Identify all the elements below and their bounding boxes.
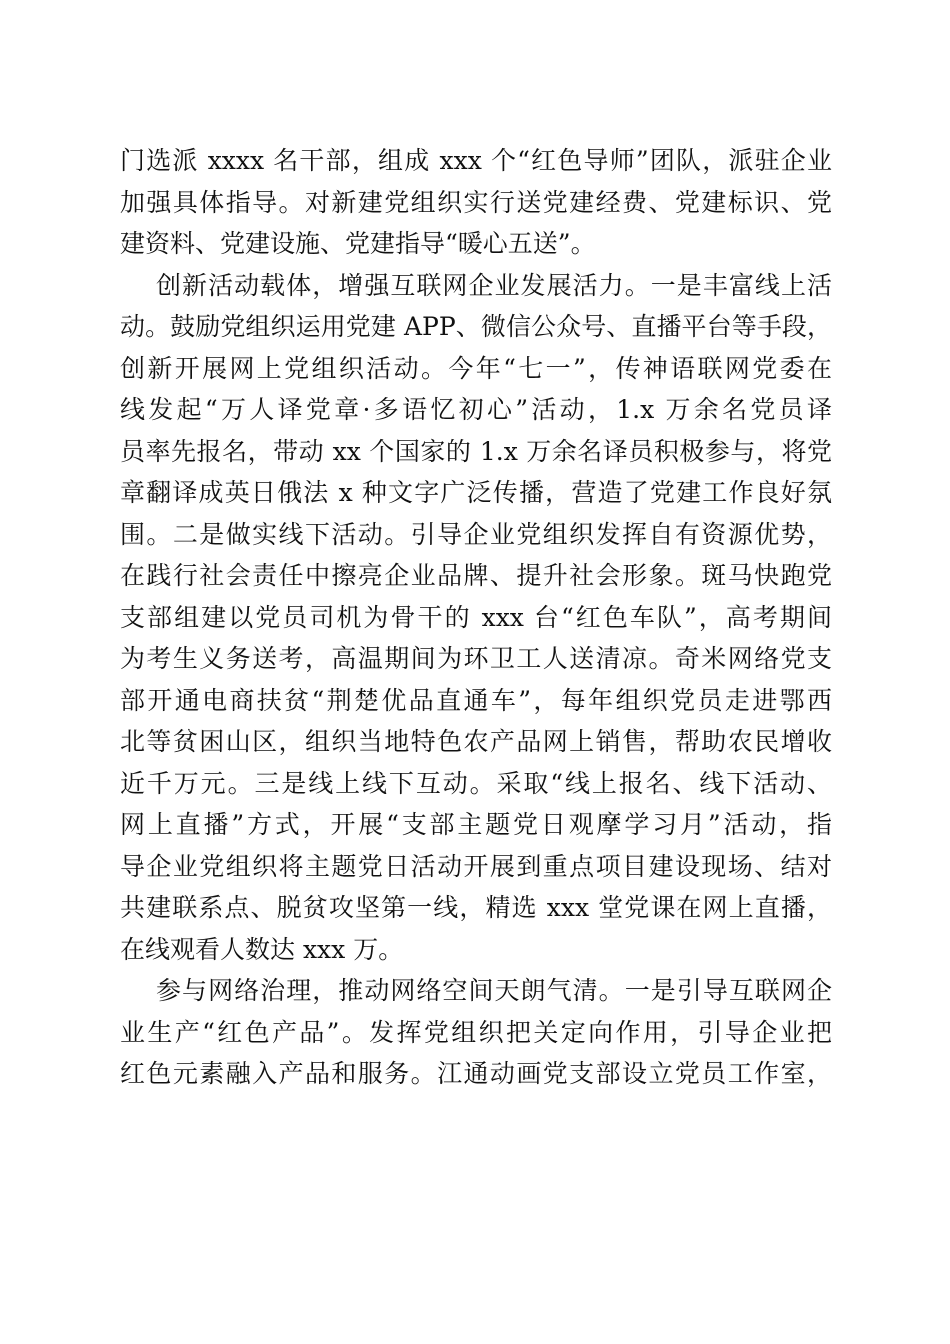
text-line: 线发起“万人译党章·多语忆初心”活动，1.x 万余名党员译 <box>120 395 832 424</box>
text-line: 员率先报名，带动 xx 个国家的 1.x 万余名译员积极参与，将党 <box>120 436 832 466</box>
text-line: 加强具体指导。对新建党组织实行送党建经费、党建标识、党 <box>120 187 832 217</box>
text-line: 网上直播”方式，开展“支部主题党日观摩学习月”活动，指 <box>120 810 832 839</box>
text-line: 动。鼓励党组织运用党建 APP、微信公众号、直播平台等手段， <box>120 312 832 341</box>
text-line: 为考生义务送考，高温期间为环卫工人送清凉。奇米网络党支 <box>120 644 832 673</box>
document-body <box>120 140 832 1095</box>
text-line: 创新开展网上党组织活动。今年“七一”，传神语联网党委在 <box>120 353 832 383</box>
text-line: 在践行社会责任中擦亮企业品牌、提升社会形象。斑马快跑党 <box>120 561 832 590</box>
paragraph-2 <box>120 265 832 971</box>
text-line: 参与网络治理，推动网络空间天朗气清。一是引导互联网企 <box>156 976 832 1005</box>
paragraph-3 <box>120 970 832 1095</box>
text-line: 章翻译成英日俄法 x 种文字广泛传播，营造了党建工作良好氛 <box>120 478 832 507</box>
paragraph-1 <box>120 140 832 265</box>
text-line: 支部组建以党员司机为骨干的 xxx 台“红色车队”，高考期间 <box>120 602 832 632</box>
text-line: 围。二是做实线下活动。引导企业党组织发挥自有资源优势， <box>120 519 832 549</box>
text-line: 建资料、党建设施、党建指导“暖心五送”。 <box>120 229 596 258</box>
text-line: 部开通电商扶贫“荆楚优品直通车”，每年组织党员走进鄂西 <box>120 685 832 715</box>
text-line: 业生产“红色产品”。发挥党组织把关定向作用，引导企业把 <box>120 1017 832 1047</box>
text-line: 门选派 xxxx 名干部，组成 xxx 个“红色导师”团队，派驻企业 <box>120 146 832 175</box>
text-line: 导企业党组织将主题党日活动开展到重点项目建设现场、结对 <box>120 851 832 881</box>
text-line: 在线观看人数达 xxx 万。 <box>120 934 404 964</box>
text-line: 共建联系点、脱贫攻坚第一线，精选 xxx 堂党课在网上直播， <box>120 893 832 922</box>
text-line: 红色元素融入产品和服务。江通动画党支部设立党员工作室， <box>120 1059 832 1088</box>
text-line: 近千万元。三是线上线下互动。采取“线上报名、线下活动、 <box>120 768 832 798</box>
text-line: 创新活动载体，增强互联网企业发展活力。一是丰富线上活 <box>156 270 832 300</box>
text-line: 北等贫困山区，组织当地特色农产品网上销售，帮助农民增收 <box>120 727 832 756</box>
